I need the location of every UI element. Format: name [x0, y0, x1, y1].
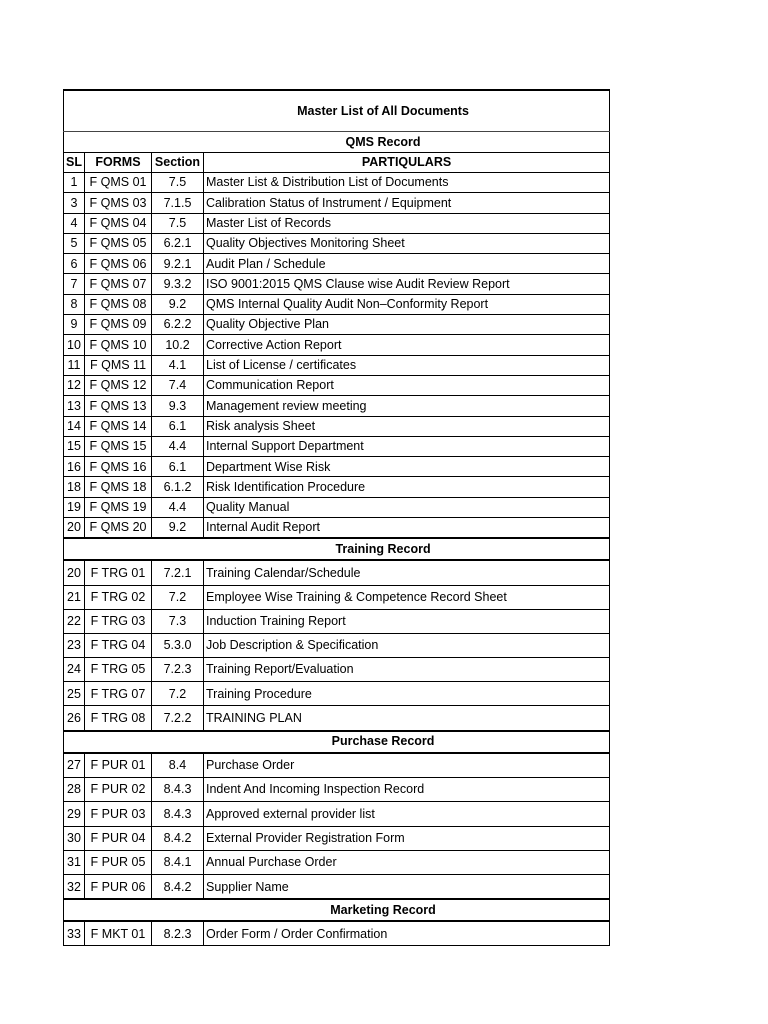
sl-cell: 20: [64, 560, 85, 585]
particulars-cell: Employee Wise Training & Competence Record Sheet: [204, 585, 610, 609]
section-heading-marketing: Marketing Record: [64, 899, 610, 921]
sl-cell: 16: [64, 457, 85, 477]
sl-cell: 15: [64, 436, 85, 456]
sl-cell: 24: [64, 658, 85, 682]
table-row: [64, 254, 610, 274]
table-row: [64, 274, 610, 294]
table-row: [64, 658, 610, 682]
form-cell: F PUR 05: [85, 850, 152, 874]
sl-cell: 27: [64, 753, 85, 778]
sl-cell: 33: [64, 921, 85, 946]
section-cell: 9.2: [152, 518, 204, 539]
form-cell: F QMS 13: [85, 396, 152, 416]
sl-cell: 5: [64, 233, 85, 253]
section-cell: 8.4.1: [152, 850, 204, 874]
particulars-cell: List of License / certificates: [204, 355, 610, 375]
section-cell: 10.2: [152, 335, 204, 355]
section-cell: 7.4: [152, 375, 204, 395]
form-cell: F QMS 19: [85, 497, 152, 517]
sl-cell: 18: [64, 477, 85, 497]
section-cell: 7.3: [152, 609, 204, 633]
form-cell: F QMS 05: [85, 233, 152, 253]
particulars-cell: Purchase Order: [204, 753, 610, 778]
section-cell: 8.4: [152, 753, 204, 778]
particulars-cell: TRAINING PLAN: [204, 706, 610, 731]
form-cell: F QMS 04: [85, 213, 152, 233]
section-cell: 7.2.2: [152, 706, 204, 731]
form-cell: F QMS 20: [85, 518, 152, 539]
table-row: [64, 875, 610, 900]
table-row: [64, 193, 610, 213]
section-heading-row: [64, 538, 610, 560]
particulars-cell: Management review meeting: [204, 396, 610, 416]
particulars-cell: Corrective Action Report: [204, 335, 610, 355]
particulars-cell: Risk analysis Sheet: [204, 416, 610, 436]
form-cell: F QMS 15: [85, 436, 152, 456]
form-cell: F TRG 01: [85, 560, 152, 585]
section-cell: 4.4: [152, 436, 204, 456]
table-row: [64, 682, 610, 706]
particulars-cell: Risk Identification Procedure: [204, 477, 610, 497]
section-heading-training: Training Record: [64, 538, 610, 560]
particulars-cell: Quality Objective Plan: [204, 315, 610, 335]
particulars-cell: Internal Support Department: [204, 436, 610, 456]
table-row: [64, 335, 610, 355]
form-cell: F QMS 16: [85, 457, 152, 477]
particulars-cell: Internal Audit Report: [204, 518, 610, 539]
section-cell: 6.1.2: [152, 477, 204, 497]
particulars-cell: Calibration Status of Instrument / Equipment: [204, 193, 610, 213]
table-row: [64, 213, 610, 233]
sl-cell: 1: [64, 173, 85, 193]
section-cell: 6.2.2: [152, 315, 204, 335]
particulars-cell: Audit Plan / Schedule: [204, 254, 610, 274]
form-cell: F QMS 12: [85, 375, 152, 395]
section-cell: 4.4: [152, 497, 204, 517]
section-cell: 8.2.3: [152, 921, 204, 946]
section-cell: 7.1.5: [152, 193, 204, 213]
sl-cell: 14: [64, 416, 85, 436]
title-row: [64, 90, 610, 132]
table-row: [64, 585, 610, 609]
section-cell: 8.4.2: [152, 826, 204, 850]
table-row: [64, 753, 610, 778]
form-cell: F TRG 08: [85, 706, 152, 731]
sl-cell: 7: [64, 274, 85, 294]
form-cell: F QMS 10: [85, 335, 152, 355]
section-cell: 9.2.1: [152, 254, 204, 274]
form-cell: F QMS 07: [85, 274, 152, 294]
section-cell: 8.4.3: [152, 777, 204, 801]
sl-cell: 13: [64, 396, 85, 416]
particulars-cell: Annual Purchase Order: [204, 850, 610, 874]
column-header-section: Section: [152, 153, 204, 173]
particulars-cell: Approved external provider list: [204, 802, 610, 826]
table-row: [64, 518, 610, 539]
section-cell: 7.2: [152, 682, 204, 706]
particulars-cell: Training Calendar/Schedule: [204, 560, 610, 585]
section-heading-qms: QMS Record: [64, 132, 610, 153]
particulars-cell: Department Wise Risk: [204, 457, 610, 477]
section-cell: 7.2.3: [152, 658, 204, 682]
table-row: [64, 777, 610, 801]
form-cell: F PUR 06: [85, 875, 152, 900]
table-row: [64, 633, 610, 657]
sl-cell: 30: [64, 826, 85, 850]
form-cell: F TRG 03: [85, 609, 152, 633]
table-row: [64, 355, 610, 375]
table-row: [64, 375, 610, 395]
section-cell: 7.5: [152, 213, 204, 233]
form-cell: F TRG 07: [85, 682, 152, 706]
column-header-forms: FORMS: [85, 153, 152, 173]
section-cell: 9.3: [152, 396, 204, 416]
sl-cell: 8: [64, 294, 85, 314]
column-header-particulars: PARTIQULARS: [204, 153, 610, 173]
table-row: [64, 826, 610, 850]
table-row: [64, 315, 610, 335]
master-list-sheet: [63, 89, 609, 946]
form-cell: F QMS 09: [85, 315, 152, 335]
section-cell: 9.2: [152, 294, 204, 314]
section-cell: 4.1: [152, 355, 204, 375]
section-cell: 8.4.3: [152, 802, 204, 826]
particulars-cell: Master List & Distribution List of Documents: [204, 173, 610, 193]
particulars-cell: Order Form / Order Confirmation: [204, 921, 610, 946]
particulars-cell: Communication Report: [204, 375, 610, 395]
table-row: [64, 560, 610, 585]
section-cell: 9.3.2: [152, 274, 204, 294]
section-cell: 8.4.2: [152, 875, 204, 900]
form-cell: F QMS 14: [85, 416, 152, 436]
particulars-cell: Training Report/Evaluation: [204, 658, 610, 682]
section-cell: 7.2: [152, 585, 204, 609]
table-row: [64, 294, 610, 314]
particulars-cell: Indent And Incoming Inspection Record: [204, 777, 610, 801]
sl-cell: 6: [64, 254, 85, 274]
form-cell: F QMS 06: [85, 254, 152, 274]
form-cell: F QMS 11: [85, 355, 152, 375]
form-cell: F PUR 02: [85, 777, 152, 801]
page-title: Master List of All Documents: [64, 90, 610, 132]
table-row: [64, 233, 610, 253]
table-row: [64, 457, 610, 477]
section-heading-row: [64, 731, 610, 753]
table-row: [64, 706, 610, 731]
table-row: [64, 850, 610, 874]
table-row: [64, 497, 610, 517]
section-cell: 7.2.1: [152, 560, 204, 585]
particulars-cell: Master List of Records: [204, 213, 610, 233]
form-cell: F PUR 04: [85, 826, 152, 850]
sl-cell: 9: [64, 315, 85, 335]
table-row: [64, 173, 610, 193]
section-cell: 5.3.0: [152, 633, 204, 657]
particulars-cell: Quality Objectives Monitoring Sheet: [204, 233, 610, 253]
sl-cell: 20: [64, 518, 85, 539]
table-row: [64, 477, 610, 497]
sl-cell: 31: [64, 850, 85, 874]
form-cell: F MKT 01: [85, 921, 152, 946]
form-cell: F PUR 03: [85, 802, 152, 826]
sl-cell: 22: [64, 609, 85, 633]
form-cell: F QMS 18: [85, 477, 152, 497]
section-cell: 6.1: [152, 457, 204, 477]
document-table: [63, 89, 610, 946]
form-cell: F QMS 08: [85, 294, 152, 314]
column-header-sl: SL: [64, 153, 85, 173]
table-row: [64, 609, 610, 633]
form-cell: F QMS 01: [85, 173, 152, 193]
sl-cell: 3: [64, 193, 85, 213]
table-row: [64, 802, 610, 826]
section-heading-purchase: Purchase Record: [64, 731, 610, 753]
sl-cell: 23: [64, 633, 85, 657]
column-header-row: [64, 153, 610, 173]
sl-cell: 25: [64, 682, 85, 706]
particulars-cell: Job Description & Specification: [204, 633, 610, 657]
section-cell: 6.2.1: [152, 233, 204, 253]
sl-cell: 28: [64, 777, 85, 801]
particulars-cell: External Provider Registration Form: [204, 826, 610, 850]
section-cell: 6.1: [152, 416, 204, 436]
sl-cell: 10: [64, 335, 85, 355]
particulars-cell: Quality Manual: [204, 497, 610, 517]
particulars-cell: Supplier Name: [204, 875, 610, 900]
particulars-cell: Induction Training Report: [204, 609, 610, 633]
sl-cell: 4: [64, 213, 85, 233]
sl-cell: 19: [64, 497, 85, 517]
sl-cell: 32: [64, 875, 85, 900]
sl-cell: 21: [64, 585, 85, 609]
form-cell: F TRG 02: [85, 585, 152, 609]
particulars-cell: QMS Internal Quality Audit Non–Conformity Report: [204, 294, 610, 314]
particulars-cell: Training Procedure: [204, 682, 610, 706]
section-heading-row: [64, 899, 610, 921]
sl-cell: 11: [64, 355, 85, 375]
table-row: [64, 396, 610, 416]
form-cell: F TRG 05: [85, 658, 152, 682]
form-cell: F PUR 01: [85, 753, 152, 778]
section-cell: 7.5: [152, 173, 204, 193]
section-heading-row: [64, 132, 610, 153]
sl-cell: 26: [64, 706, 85, 731]
form-cell: F TRG 04: [85, 633, 152, 657]
table-row: [64, 921, 610, 946]
table-row: [64, 416, 610, 436]
sl-cell: 12: [64, 375, 85, 395]
sl-cell: 29: [64, 802, 85, 826]
particulars-cell: ISO 9001:2015 QMS Clause wise Audit Review Report: [204, 274, 610, 294]
table-row: [64, 436, 610, 456]
form-cell: F QMS 03: [85, 193, 152, 213]
